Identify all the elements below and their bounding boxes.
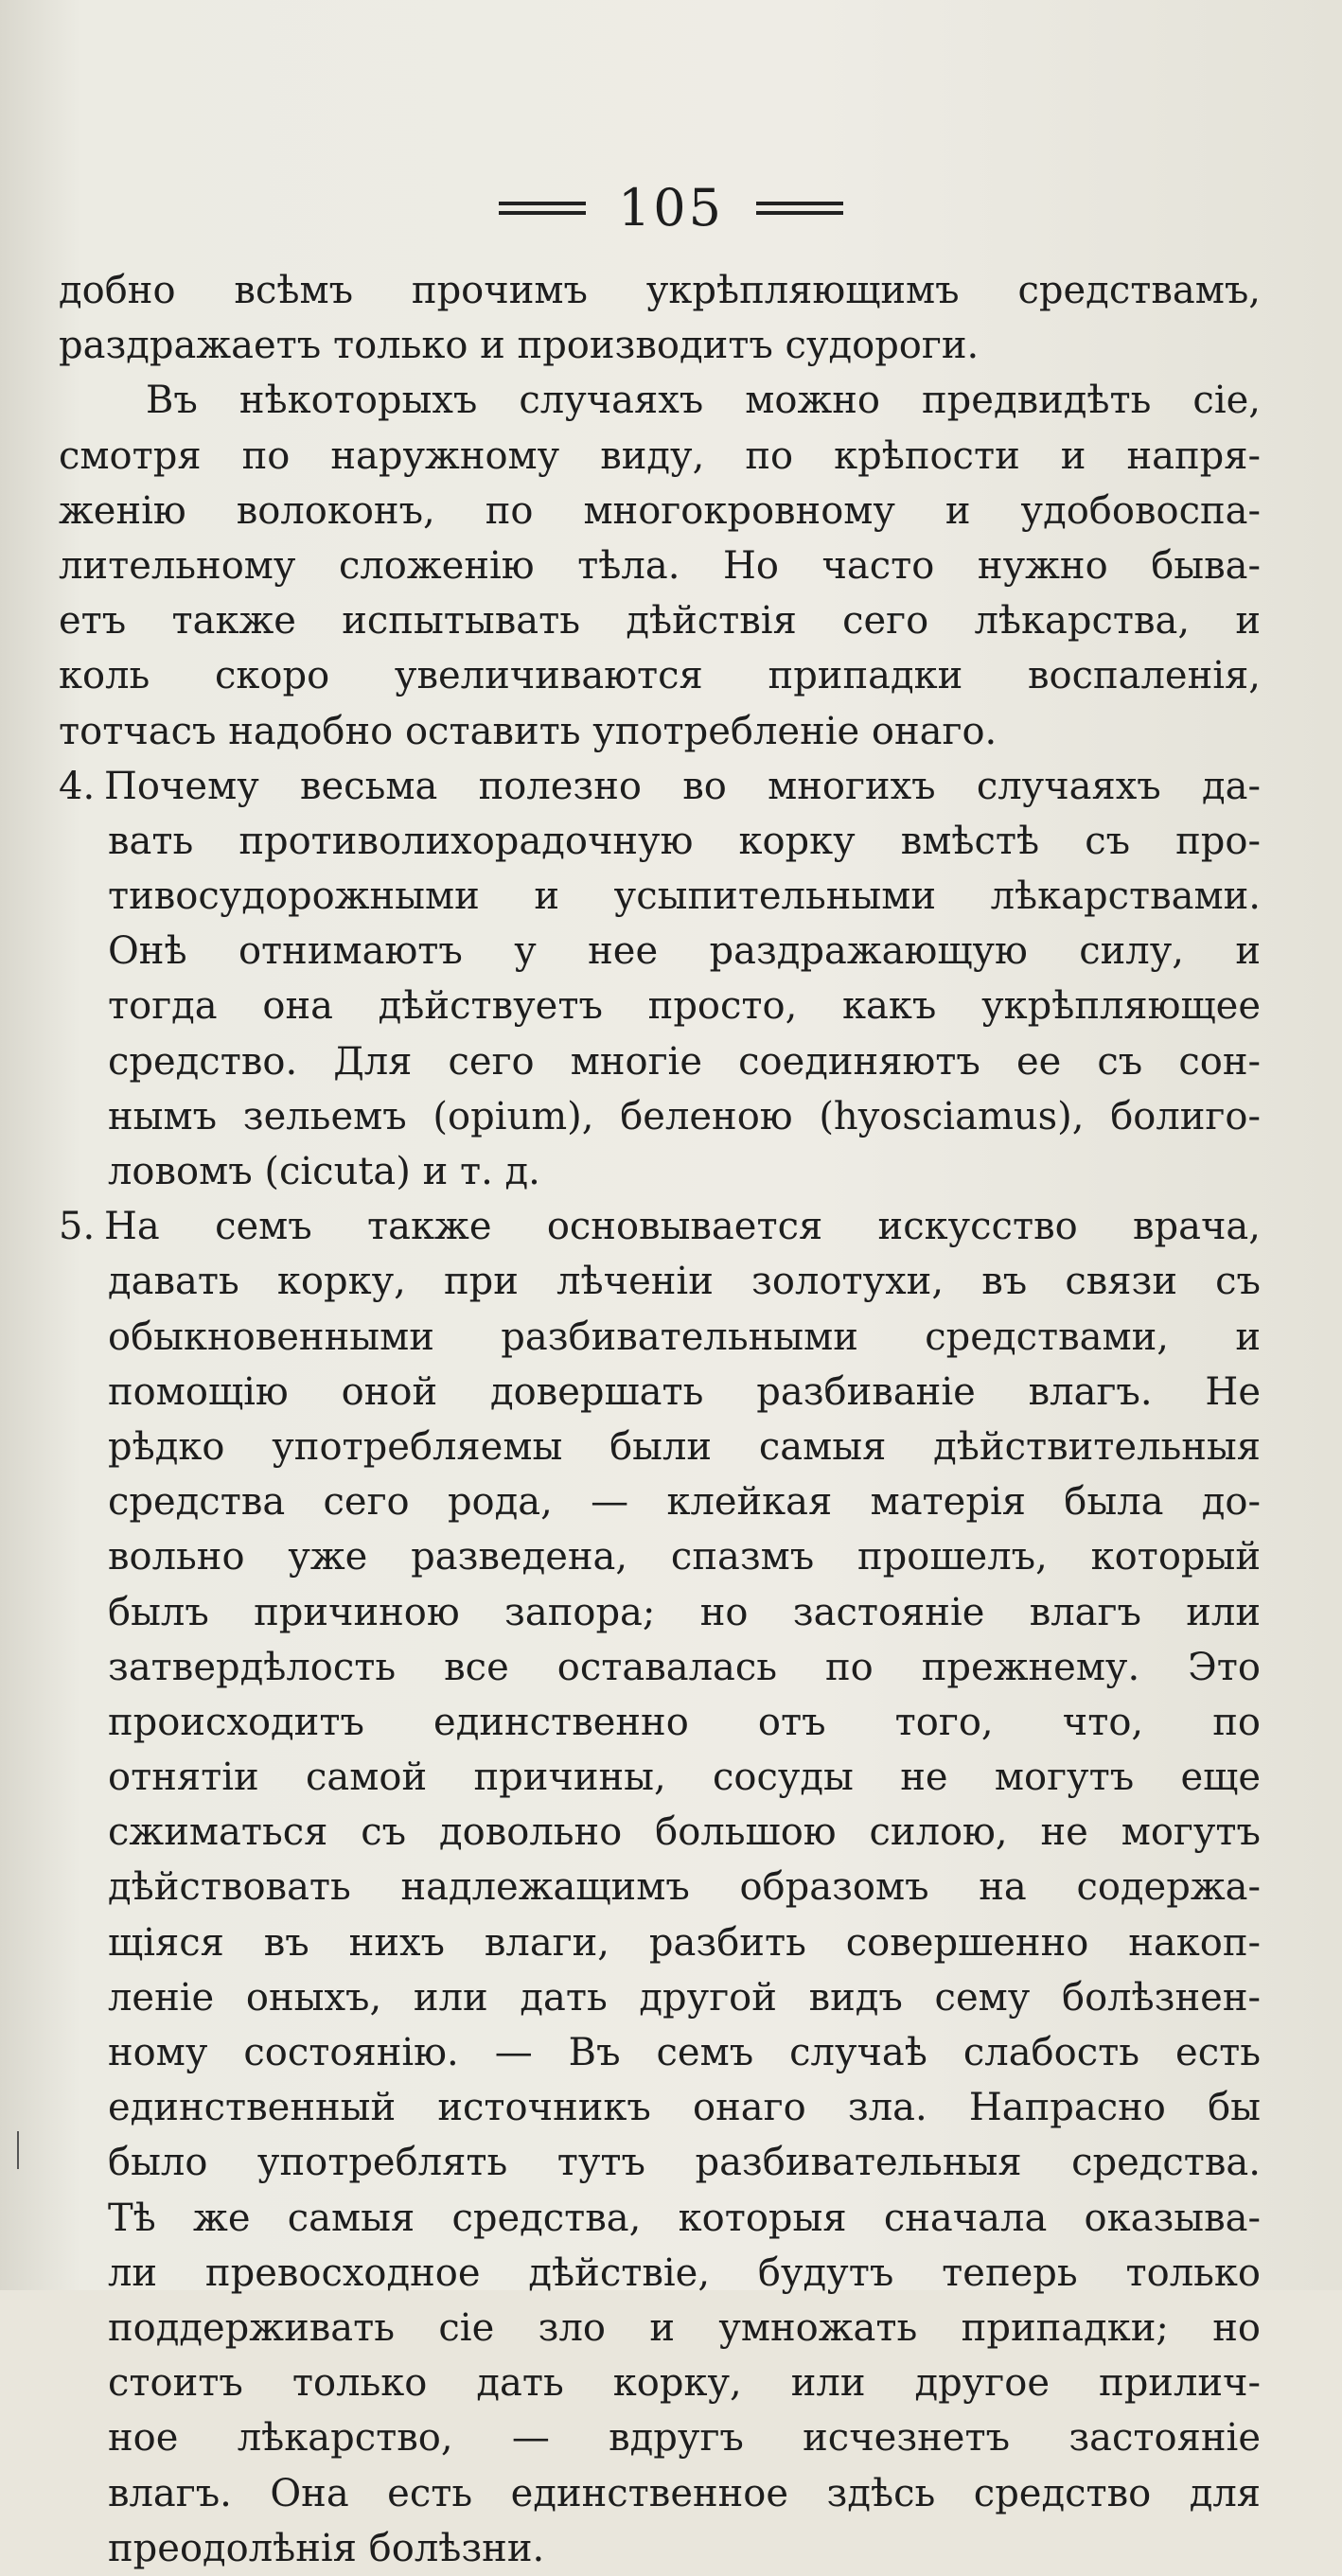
text-line: единственный источникъ онаго зла. Напрасно бы xyxy=(108,2086,1261,2130)
numbered-item-4 xyxy=(59,759,1261,814)
text-line: смотря по наружному виду, по крѣпости и напря- xyxy=(59,433,1261,478)
text-line: давать корку, при лѣченіи золотухи, въ связи съ xyxy=(108,1260,1261,1304)
text-line: Почему весьма полезно во многихъ случаяхъ да- xyxy=(104,764,1261,808)
text-line: леніе оныхъ, или дать другой видъ сему болѣзнен- xyxy=(108,1975,1261,2020)
text-line: Онѣ отнимаютъ у нее раздражающую силу, и xyxy=(108,929,1261,974)
body-text xyxy=(59,263,1261,2576)
text-line: На семъ также основывается искусство врача, xyxy=(104,1205,1261,1249)
page-number: 105 xyxy=(617,178,725,238)
text-line: тивосудорожными и усыпительными лѣкарствами. xyxy=(108,874,1261,919)
text-line: ное лѣкарство, — вдругъ исчезнетъ застояніе xyxy=(108,2416,1261,2461)
text-line: обыкновенными разбивательными средствами, и xyxy=(108,1314,1261,1359)
text-line: было употреблять тутъ разбивательныя средства. xyxy=(108,2141,1261,2185)
item-number: 5. xyxy=(59,1205,96,1249)
text-line: былъ причиною запора; но застояніе влагъ или xyxy=(108,1590,1261,1634)
text-line: добно всѣмъ прочимъ укрѣпляющимъ средствамъ, xyxy=(59,269,1261,312)
text-line: стоитъ только дать корку, или другое прилич- xyxy=(108,2361,1261,2406)
text-line: средства сего рода, — клейкая матерія была до- xyxy=(108,1480,1261,1525)
text-line: ли превосходное дѣйствіе, будутъ теперь только xyxy=(108,2250,1261,2295)
text-line: тогда она дѣйствуетъ просто, какъ укрѣпляющее xyxy=(108,984,1261,1029)
text-line: отнятіи самой причины, сосуды не могутъ еще xyxy=(108,1756,1261,1800)
text-line: Тѣ же самыя средства, которыя сначала оказыва- xyxy=(108,2196,1261,2240)
page-header xyxy=(0,178,1342,238)
text-line: преодолѣнія болѣзни. xyxy=(108,2526,545,2570)
header-rule-left xyxy=(499,202,586,215)
text-line: вольно уже разведена, спазмъ прошелъ, который xyxy=(108,1535,1261,1579)
numbered-item-5 xyxy=(59,1199,1261,1254)
text-line: происходитъ единственно отъ того, что, по xyxy=(108,1700,1261,1744)
text-line: поддерживать сіе зло и умножать припадки; но xyxy=(108,2305,1261,2350)
text-line: лительному сложенію тѣла. Но часто нужно быва- xyxy=(59,543,1261,588)
text-line: дѣйствовать надлежащимъ образомъ на содержа- xyxy=(108,1865,1261,1910)
header-rule-right xyxy=(756,202,843,215)
text-line: помощію оной довершать разбиваніе влагъ. Не xyxy=(108,1369,1261,1414)
text-line: нымъ зельемъ (opium), беленою (hyosciamus), болиго- xyxy=(108,1094,1261,1138)
text-line: раздражаетъ только и производитъ судороги. xyxy=(59,324,980,368)
text-line: женію волоконъ, по многокровному и удобовоспа- xyxy=(59,488,1261,533)
text-line: рѣдко употребляемы были самыя дѣйствительныя xyxy=(108,1424,1261,1469)
text-line: вать противолихорадочную корку вмѣстѣ съ про- xyxy=(108,819,1261,863)
text-line: Въ нѣкоторыхъ случаяхъ можно предвидѣть сіе, xyxy=(146,379,1261,423)
text-line: ловомъ (cicuta) и т. д. xyxy=(108,1150,540,1193)
text-line: коль скоро увеличиваются припадки воспаленія, xyxy=(59,654,1261,698)
text-line: щіяся въ нихъ влаги, разбить совершенно накоп- xyxy=(108,1920,1261,1965)
margin-mark xyxy=(17,2131,25,2169)
text-line: сжиматься съ довольно большою силою, не могутъ xyxy=(108,1810,1261,1855)
item-number: 4. xyxy=(59,764,96,808)
text-line: етъ также испытывать дѣйствія сего лѣкарства, и xyxy=(59,599,1261,644)
text-line: затвердѣлость все оставалась по прежнему. Это xyxy=(108,1645,1261,1689)
text-line: ному состоянію. — Въ семъ случаѣ слабость есть xyxy=(108,2031,1261,2074)
text-line: тотчасъ надобно оставить употребленіе онаго. xyxy=(59,709,998,753)
text-line: средство. Для сего многіе соединяютъ ее съ сон- xyxy=(108,1039,1261,1084)
text-line: влагъ. Она есть единственное здѣсь средство для xyxy=(108,2471,1261,2515)
